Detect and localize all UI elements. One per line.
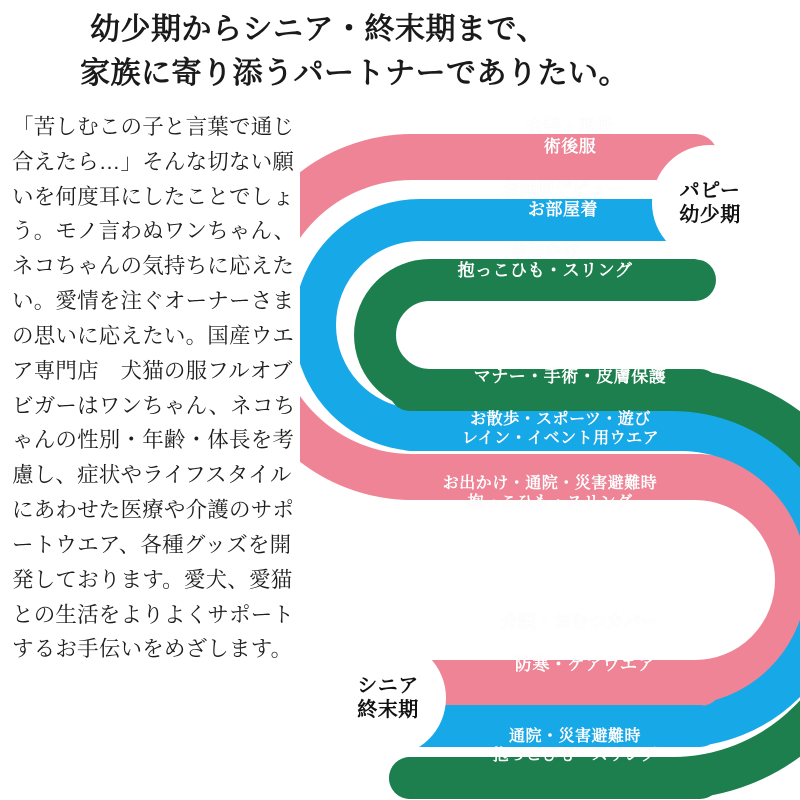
band-label-line-1: お出かけ・通院・災害避難時 (442, 475, 658, 492)
stage-label-line-1: パピー (679, 180, 741, 202)
band-label-line-2: お部屋着 (528, 200, 598, 220)
band-label-senior-pink (420, 612, 740, 632)
band-label-line-1: 介護・おむつカバー (501, 612, 659, 631)
stage-label-line-2: 終末期 (357, 699, 419, 721)
band-label-line-2: 抱っこひも・スリング (492, 746, 658, 764)
lifecycle-diagram (300, 95, 800, 800)
stage-label-line-2: 幼少期 (679, 204, 741, 226)
stage-bubble-puppy (652, 145, 768, 261)
body-copy: 「苦しむこの子と言葉で通じ合えたら…」そんな切ない願いを何度耳にしたことでしょう。モノ言わぬワンちゃん、ネコちゃんの気持ちに応えたい。愛情を注ぐオーナーさまの思いに応えたい。国産ウエア専門店 犬猫の服フルオブビガーはワンちゃん、ネコちゃんの性別・年齢・体長を考慮し、症状やライフスタイルにあわせた医療や介護のサポートウエア、各種グッズを開発しております。愛犬、愛猫との生活をよりよくサポートするお手伝いをめざします。 (12, 115, 296, 662)
band-label-line-1: マナー・手術・皮膚保護 (473, 367, 667, 386)
band-label-puppy-pink (420, 117, 720, 157)
band-label-line-1: 通院・災害避難時 (508, 728, 641, 745)
band-label-adult-blue (388, 411, 733, 449)
stage-bubble-senior (330, 640, 446, 756)
stage-label-line-1: シニア (357, 675, 419, 697)
band-label-line-2: 抱っこひも・スリング (467, 493, 633, 511)
band-label-line-2: 抱っこひも・スリング (457, 261, 633, 281)
band-label-line-1: 防寒・ケアウエア (515, 655, 655, 674)
band-label-senior-blue (430, 655, 740, 675)
band-label-line-1: 去勢・避妊 (526, 117, 614, 136)
band-label-line-1: お洋服デビュー (501, 180, 625, 199)
page-title-line-2: 家族に寄り添うパートナーでありたい。 (80, 56, 629, 90)
band-label-line-2: レイン・イベント用ウエア (461, 429, 660, 447)
band-label-line-1: お出かけ (510, 241, 580, 260)
band-label-line-1: お散歩・スポーツ・遊び (470, 411, 651, 428)
band-label-senior-green (410, 728, 740, 766)
band-label-adult-pink (405, 367, 735, 387)
band-label-line-2: 術後服 (543, 137, 597, 157)
page-title-line-1: 幼少期からシニア・終末期まで、 (90, 13, 547, 46)
band-label-adult-green (370, 475, 730, 513)
band-label-puppy-green (390, 241, 700, 281)
page-title (80, 8, 790, 95)
